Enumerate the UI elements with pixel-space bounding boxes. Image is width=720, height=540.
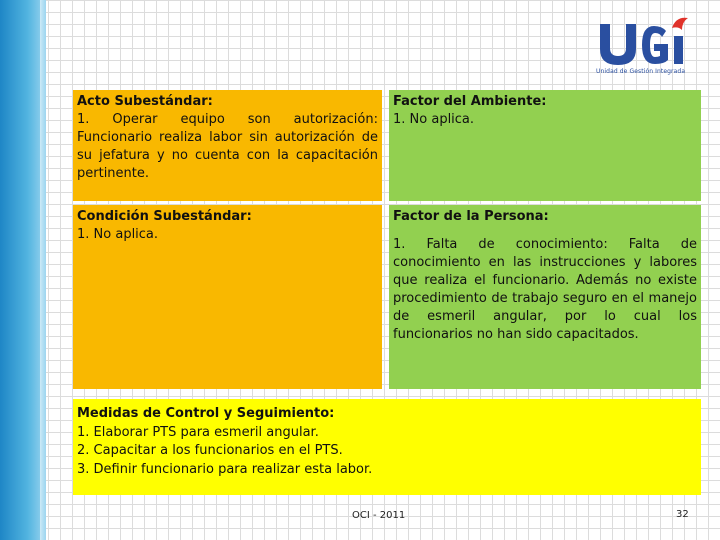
logo-subtitle: Unidad de Gestión Integrada bbox=[596, 68, 686, 75]
medidas-control-title: Medidas de Control y Seguimiento: bbox=[77, 406, 335, 421]
ugi-logo bbox=[596, 14, 696, 78]
condicion-subestandar-text: 1. No aplica. bbox=[77, 227, 159, 242]
condicion-subestandar-title: Condición Subestándar: bbox=[77, 209, 252, 224]
factor-persona-box bbox=[389, 205, 701, 389]
factor-ambiente-text: 1. No aplica. bbox=[393, 112, 475, 127]
medidas-control-box bbox=[73, 399, 701, 495]
condicion-subestandar-box bbox=[73, 205, 382, 389]
factor-ambiente-title: Factor del Ambiente: bbox=[393, 94, 547, 109]
factor-persona-text: 1. Falta de conocimiento: Falta de conocimiento en las instrucciones y labores que realiza el funcionario. Además no existe procedimiento de trabajo seguro en el manejo de esmeril angular, por lo cual los funcionarios no han sido capacitados. bbox=[393, 237, 697, 342]
page-number: 32 bbox=[676, 509, 689, 520]
medidas-item: 3. Definir funcionario para realizar esta labor. bbox=[77, 461, 373, 477]
medidas-item: 1. Elaborar PTS para esmeril angular. bbox=[77, 424, 319, 440]
acto-subestandar-box bbox=[73, 90, 382, 201]
medidas-item: 2. Capacitar a los funcionarios en el PTS. bbox=[77, 443, 343, 458]
factor-persona-title: Factor de la Persona: bbox=[393, 209, 549, 224]
left-decorative-bar bbox=[0, 0, 46, 540]
acto-subestandar-text: 1. Operar equipo son autorización: Funcionario realiza labor sin autorización de su jefatura y no cuenta con la capacitación pertinente. bbox=[77, 112, 378, 181]
ugi-logo-mark bbox=[596, 14, 692, 66]
acto-subestandar-title: Acto Subestándar: bbox=[77, 94, 213, 109]
footer-label: OCI - 2011 bbox=[352, 510, 406, 521]
factor-ambiente-box bbox=[389, 90, 701, 201]
